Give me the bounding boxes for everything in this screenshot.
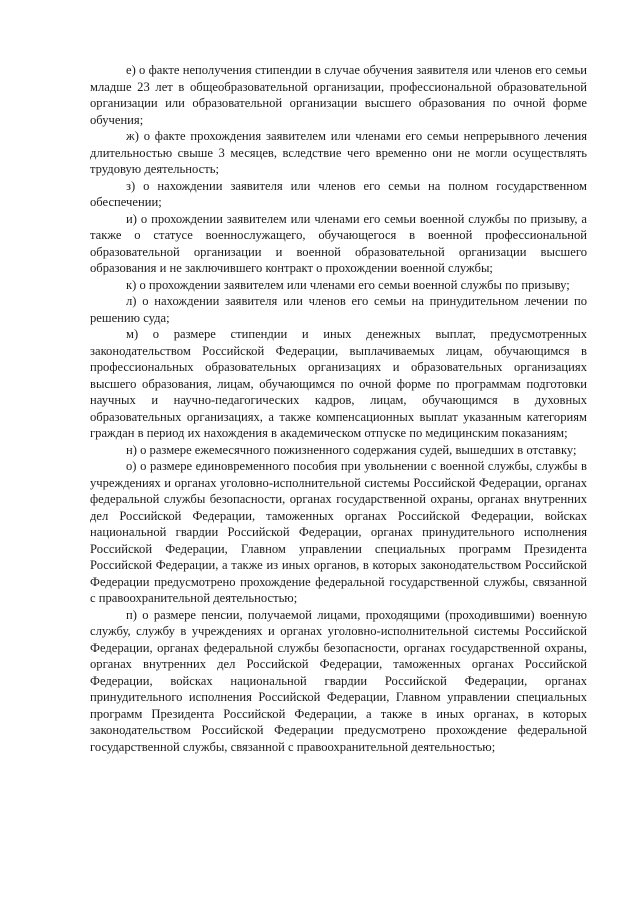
paragraph-e: е) о факте неполучения стипендии в случае обучения заявителя или членов его семьи младше 23 лет в общеобразовательной организации, профессиональной образовательной организации или образовательной организации высшего образования по очной форме обучения; xyxy=(90,63,587,127)
paragraph-k: к) о прохождении заявителем или членами его семьи военной службы по призыву; xyxy=(126,277,570,292)
paragraph-i: и) о прохождении заявителем или членами его семьи военной службы по призыву, а также о статусе военнослужащего, обучающегося в военной профессиональной образовательной организации и военной образовательной организации высшего образования и не заключившего контракт о прохождении военной службы; xyxy=(90,211,587,275)
paragraph-zh: ж) о факте прохождения заявителем или членами его семьи непрерывного лечения длительностью свыше 3 месяцев, вследствие чего временно они не могли осуществлять трудовую деятельность; xyxy=(90,129,587,176)
paragraph-p: п) о размере пенсии, получаемой лицами, проходящими (проходившими) военную службу, службу в учреждениях и органах уголовно-исполнительной системы Российской Федерации, органах федеральной службы безопасности, органах государственной охраны, органах внутренних дел Российской Федерации, таможенных органах Российской Федерации, войсках национальной гвардии Российской Федерации, органах принудительного исполнения Российской Федерации, Главном управлении специальных программ Президента Российской Федерации, а также в иных органах, в которых законодательством Российской Федерации предусмотрено прохождение федеральной государственной службы, связанной с правоохранительной деятельностью; xyxy=(90,607,587,754)
paragraph-o: о) о размере единовременного пособия при увольнении с военной службы, службы в учреждениях и органах уголовно-исполнительной системы Российской Федерации, органах федеральной службы безопасности, органах государственной охраны, органах внутренних дел Российской Федерации, таможенных органах Российской Федерации, войсках национальной гвардии Российской Федерации, органах принудительного исполнения Российской Федерации, Главном управлении специальных программ Президента Российской Федерации, а также из иных органов, в которых законодательством Российской Федерации предусмотрено прохождение федеральной государственной службы, связанной с правоохранительной деятельностью; xyxy=(90,459,587,605)
document-body xyxy=(90,62,587,755)
paragraph-m: м) о размере стипендии и иных денежных выплат, предусмотренных законодательством Российской Федерации, выплачиваемых лицам, обучающимся в профессиональных образовательных организациях и образовательных организациях высшего образования, лицам, обучающимся по очной форме по программам подготовки научных и научно-педагогических кадров, лицам, обучающимся в духовных образовательных организациях, а также компенсационных выплат указанным категориям граждан в период их нахождения в академическом отпуске по медицинским показаниям; xyxy=(90,327,587,440)
paragraph-l: л) о нахождении заявителя или членов его семьи на принудительном лечении по решению суда; xyxy=(90,294,587,325)
paragraph-n: н) о размере ежемесячного пожизненного содержания судей, вышедших в отставку; xyxy=(126,442,577,457)
paragraph-z: з) о нахождении заявителя или членов его семьи на полном государственном обеспечении; xyxy=(90,178,587,209)
